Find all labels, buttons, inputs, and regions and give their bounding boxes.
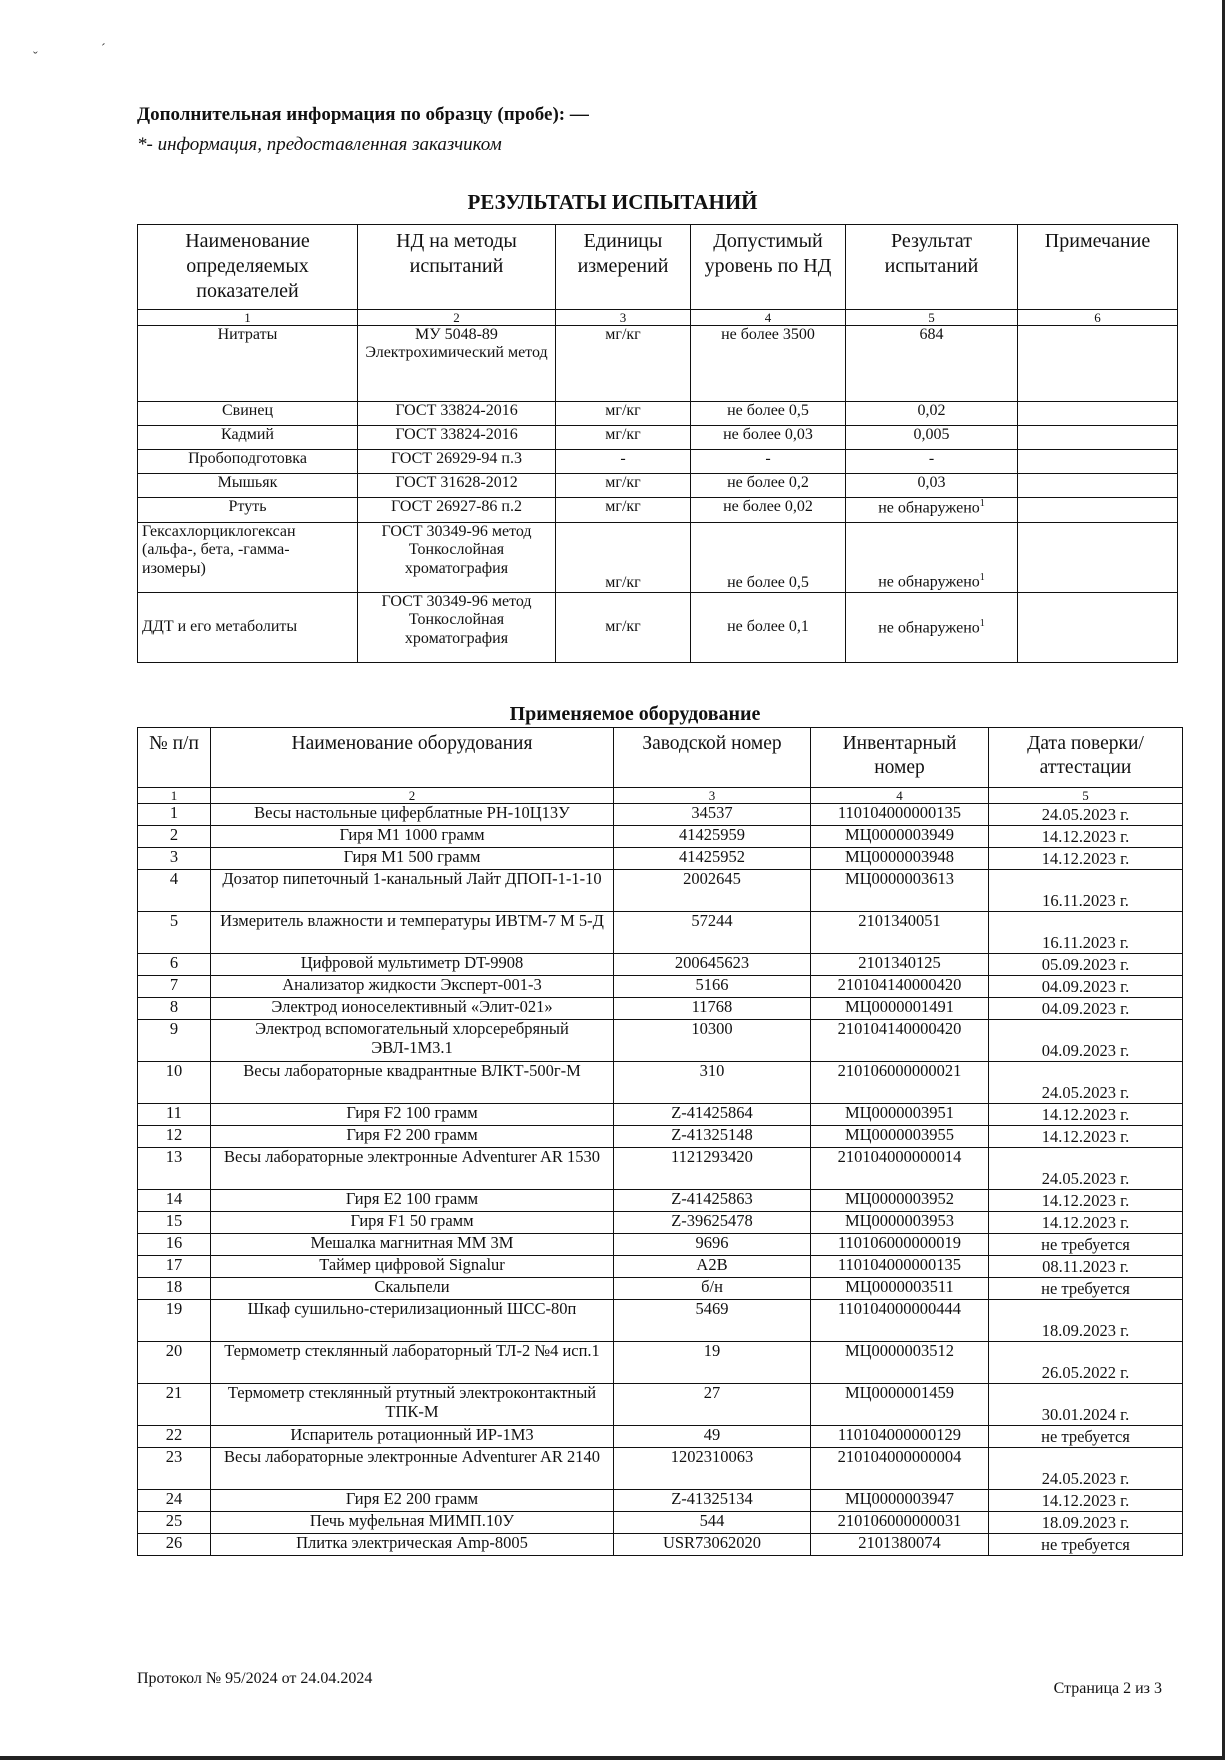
serial-number: 5166 <box>614 976 811 998</box>
serial-number: 1202310063 <box>614 1448 811 1490</box>
test-method: ГОСТ 33824-2016 <box>358 426 556 450</box>
verification-date: 30.01.2024 г. <box>989 1384 1183 1426</box>
row-number: 24 <box>138 1490 211 1512</box>
serial-number: USR73062020 <box>614 1534 811 1556</box>
equipment-col-header: Наименование оборудования <box>211 728 614 788</box>
equipment-name: Анализатор жидкости Эксперт-001-3 <box>211 976 614 998</box>
indicator-name: Кадмий <box>138 426 358 450</box>
inventory-number: МЦ0000003613 <box>811 870 989 912</box>
equipment-row <box>138 976 1183 998</box>
equipment-name: Гиря F2 200 грамм <box>211 1126 614 1148</box>
results-title: РЕЗУЛЬТАТЫ ИСПЫТАНИЙ <box>467 190 758 214</box>
equipment-row <box>138 1062 1183 1104</box>
serial-number: 41425952 <box>614 848 811 870</box>
results-number-row <box>138 310 1178 326</box>
equipment-row <box>138 912 1183 954</box>
results-col-header: Наименование определяемых показателей <box>138 225 358 310</box>
inventory-number: 110104000000129 <box>811 1426 989 1448</box>
row-number: 21 <box>138 1384 211 1426</box>
unit: - <box>556 450 691 474</box>
serial-number: 19 <box>614 1342 811 1384</box>
inventory-number: 110104000000444 <box>811 1300 989 1342</box>
indicator-name: ДДТ и его метаболиты <box>138 593 358 663</box>
equipment-row <box>138 1190 1183 1212</box>
results-header-row <box>138 225 1178 310</box>
verification-date: 08.11.2023 г. <box>989 1256 1183 1278</box>
equipment-name: Электрод ионоселективный «Элит-021» <box>211 998 614 1020</box>
verification-date: 14.12.2023 г. <box>989 1190 1183 1212</box>
test-result <box>846 498 1018 523</box>
permissible-level: не более 0,02 <box>691 498 846 523</box>
inventory-number: МЦ0000003953 <box>811 1212 989 1234</box>
equipment-row <box>138 848 1183 870</box>
equipment-row <box>138 1256 1183 1278</box>
row-number: 10 <box>138 1062 211 1104</box>
inventory-number: 110104000000135 <box>811 804 989 826</box>
footnote-mark: 1 <box>979 498 985 509</box>
equipment-name: Гиря Е2 200 грамм <box>211 1490 614 1512</box>
test-method: ГОСТ 33824-2016 <box>358 402 556 426</box>
row-number: 11 <box>138 1104 211 1126</box>
serial-number: 544 <box>614 1512 811 1534</box>
test-result-text: не обнаружено <box>878 573 980 591</box>
verification-date: 14.12.2023 г. <box>989 1104 1183 1126</box>
equipment-row <box>138 1342 1183 1384</box>
column-number: 4 <box>811 788 989 804</box>
row-number: 4 <box>138 870 211 912</box>
unit: мг/кг <box>556 326 691 402</box>
verification-date: 18.09.2023 г. <box>989 1512 1183 1534</box>
row-number: 12 <box>138 1126 211 1148</box>
serial-number: Z-41325148 <box>614 1126 811 1148</box>
equipment-header-row <box>138 728 1183 788</box>
test-result: 0,02 <box>846 402 1018 426</box>
results-row <box>138 593 1178 663</box>
serial-number: 34537 <box>614 804 811 826</box>
equipment-table-body <box>138 804 1183 1556</box>
equipment-name: Мешалка магнитная ММ 3М <box>211 1234 614 1256</box>
row-number: 1 <box>138 804 211 826</box>
inventory-number: МЦ0000003951 <box>811 1104 989 1126</box>
remark <box>1018 498 1178 523</box>
serial-number: 2002645 <box>614 870 811 912</box>
inventory-number: МЦ0000003947 <box>811 1490 989 1512</box>
serial-number: 1121293420 <box>614 1148 811 1190</box>
test-method: ГОСТ 30349-96 метод Тонкослойная хроматография <box>358 593 556 663</box>
equipment-row <box>138 998 1183 1020</box>
equipment-name: Весы настольные циферблатные РН-10Ц13У <box>211 804 614 826</box>
equipment-row <box>138 1020 1183 1062</box>
test-result: 0,03 <box>846 474 1018 498</box>
column-number: 3 <box>556 310 691 326</box>
indicator-name: Ртуть <box>138 498 358 523</box>
row-number: 15 <box>138 1212 211 1234</box>
column-number: 5 <box>989 788 1183 804</box>
inventory-number: МЦ0000003952 <box>811 1190 989 1212</box>
row-number: 26 <box>138 1534 211 1556</box>
remark <box>1018 474 1178 498</box>
row-number: 9 <box>138 1020 211 1062</box>
permissible-level: не более 0,5 <box>691 402 846 426</box>
row-number: 17 <box>138 1256 211 1278</box>
inventory-number: 2101340051 <box>811 912 989 954</box>
equipment-name: Таймер цифровой Signalur <box>211 1256 614 1278</box>
results-row <box>138 450 1178 474</box>
unit: мг/кг <box>556 474 691 498</box>
equipment-name: Гиря F1 50 грамм <box>211 1212 614 1234</box>
results-col-header: Единицы измерений <box>556 225 691 310</box>
page-number: Страница 2 из 3 <box>1053 1680 1162 1697</box>
equipment-row <box>138 826 1183 848</box>
test-method: МУ 5048-89 Электрохимический метод <box>358 326 556 402</box>
serial-number: 200645623 <box>614 954 811 976</box>
equipment-row <box>138 1148 1183 1190</box>
equipment-name: Плитка электрическая Amp-8005 <box>211 1534 614 1556</box>
equipment-row <box>138 1278 1183 1300</box>
verification-date: 14.12.2023 г. <box>989 1126 1183 1148</box>
indicator-name: Нитраты <box>138 326 358 402</box>
unit: мг/кг <box>556 402 691 426</box>
column-number: 2 <box>211 788 614 804</box>
equipment-name: Цифровой мультиметр DT-9908 <box>211 954 614 976</box>
test-result: - <box>846 450 1018 474</box>
inventory-number: 210104000000014 <box>811 1148 989 1190</box>
equipment-row <box>138 1384 1183 1426</box>
equipment-name: Весы лабораторные электронные Adventurer AR 1530 <box>211 1148 614 1190</box>
inventory-number: 110104000000135 <box>811 1256 989 1278</box>
serial-number: б/н <box>614 1278 811 1300</box>
equipment-row <box>138 1104 1183 1126</box>
equipment-name: Гиря М1 500 грамм <box>211 848 614 870</box>
verification-date: 14.12.2023 г. <box>989 826 1183 848</box>
verification-date: не требуется <box>989 1278 1183 1300</box>
row-number: 18 <box>138 1278 211 1300</box>
permissible-level: не более 0,1 <box>691 593 846 663</box>
test-result: 684 <box>846 326 1018 402</box>
equipment-col-header: Инвентарный номер <box>811 728 989 788</box>
permissible-level: не более 0,03 <box>691 426 846 450</box>
inventory-number: 2101380074 <box>811 1534 989 1556</box>
unit: мг/кг <box>556 593 691 663</box>
row-number: 23 <box>138 1448 211 1490</box>
row-number: 20 <box>138 1342 211 1384</box>
equipment-name: Испаритель ротационный ИР-1М3 <box>211 1426 614 1448</box>
equipment-name: Скальпели <box>211 1278 614 1300</box>
equipment-row <box>138 954 1183 976</box>
inventory-number: 2101340125 <box>811 954 989 976</box>
equipment-name: Гиря F2 100 грамм <box>211 1104 614 1126</box>
serial-number: 27 <box>614 1384 811 1426</box>
serial-number: 41425959 <box>614 826 811 848</box>
test-result <box>846 593 1018 663</box>
scan-speck: ˇ <box>33 50 38 65</box>
row-number: 5 <box>138 912 211 954</box>
equipment-name: Гиря Е2 100 грамм <box>211 1190 614 1212</box>
test-method: ГОСТ 26929-94 п.3 <box>358 450 556 474</box>
verification-date: 14.12.2023 г. <box>989 848 1183 870</box>
verification-date: 16.11.2023 г. <box>989 912 1183 954</box>
equipment-name: Гиря М1 1000 грамм <box>211 826 614 848</box>
serial-number: 310 <box>614 1062 811 1104</box>
verification-date: 05.09.2023 г. <box>989 954 1183 976</box>
column-number: 2 <box>358 310 556 326</box>
inventory-number: 210104000000004 <box>811 1448 989 1490</box>
verification-date: 24.05.2023 г. <box>989 804 1183 826</box>
row-number: 2 <box>138 826 211 848</box>
test-method: ГОСТ 26927-86 п.2 <box>358 498 556 523</box>
serial-number: 57244 <box>614 912 811 954</box>
equipment-table <box>137 727 1183 1556</box>
customer-note: *- информация, предоставленная заказчиком <box>137 134 502 155</box>
equipment-row <box>138 1234 1183 1256</box>
additional-info: Дополнительная информация по образцу (пробе): — <box>137 104 589 125</box>
verification-date: не требуется <box>989 1426 1183 1448</box>
results-row <box>138 326 1178 402</box>
row-number: 16 <box>138 1234 211 1256</box>
inventory-number: МЦ0000003511 <box>811 1278 989 1300</box>
equipment-row <box>138 870 1183 912</box>
column-number: 3 <box>614 788 811 804</box>
equipment-name: Термометр стеклянный лабораторный ТЛ-2 №4 исп.1 <box>211 1342 614 1384</box>
permissible-level: не более 0,5 <box>691 523 846 593</box>
inventory-number: МЦ0000003949 <box>811 826 989 848</box>
protocol-footer: Протокол № 95/2024 от 24.04.2024 <box>137 1670 373 1687</box>
column-number: 4 <box>691 310 846 326</box>
test-result-text: не обнаружено <box>878 499 980 517</box>
results-table <box>137 224 1178 663</box>
equipment-col-header: № п/п <box>138 728 211 788</box>
serial-number: 9696 <box>614 1234 811 1256</box>
results-row <box>138 498 1178 523</box>
equipment-row <box>138 1512 1183 1534</box>
verification-date: 24.05.2023 г. <box>989 1062 1183 1104</box>
verification-date: не требуется <box>989 1534 1183 1556</box>
row-number: 22 <box>138 1426 211 1448</box>
equipment-col-header: Дата поверки/ аттестации <box>989 728 1183 788</box>
results-col-header: Примечание <box>1018 225 1178 310</box>
test-result-text: не обнаружено <box>878 618 980 636</box>
equipment-name: Весы лабораторные электронные Adventurer AR 2140 <box>211 1448 614 1490</box>
remark <box>1018 450 1178 474</box>
equipment-row <box>138 1426 1183 1448</box>
results-row <box>138 523 1178 593</box>
scan-speck: ˊ <box>101 42 106 57</box>
equipment-name: Электрод вспомогательный хлорсеребряный ЭВЛ-1М3.1 <box>211 1020 614 1062</box>
inventory-number: 210104140000420 <box>811 976 989 998</box>
column-number: 1 <box>138 310 358 326</box>
equipment-name: Шкаф сушильно-стерилизационный ШСС-80п <box>211 1300 614 1342</box>
inventory-number: МЦ0000003955 <box>811 1126 989 1148</box>
remark <box>1018 326 1178 402</box>
inventory-number: 210106000000031 <box>811 1512 989 1534</box>
equipment-name: Термометр стеклянный ртутный электроконтактный ТПК-М <box>211 1384 614 1426</box>
equipment-name: Весы лабораторные квадрантные ВЛКТ-500г-М <box>211 1062 614 1104</box>
verification-date: 16.11.2023 г. <box>989 870 1183 912</box>
row-number: 19 <box>138 1300 211 1342</box>
inventory-number: МЦ0000001459 <box>811 1384 989 1426</box>
inventory-number: МЦ0000003948 <box>811 848 989 870</box>
remark <box>1018 593 1178 663</box>
serial-number: Z-41425863 <box>614 1190 811 1212</box>
inventory-number: МЦ0000001491 <box>811 998 989 1020</box>
equipment-row <box>138 1300 1183 1342</box>
equipment-name: Измеритель влажности и температуры ИВТМ-7 М 5-Д <box>211 912 614 954</box>
remark <box>1018 426 1178 450</box>
serial-number: Z-39625478 <box>614 1212 811 1234</box>
verification-date: 24.05.2023 г. <box>989 1148 1183 1190</box>
verification-date: не требуется <box>989 1234 1183 1256</box>
equipment-col-header: Заводской номер <box>614 728 811 788</box>
indicator-name: Пробоподготовка <box>138 450 358 474</box>
row-number: 6 <box>138 954 211 976</box>
remark <box>1018 402 1178 426</box>
serial-number: A2B <box>614 1256 811 1278</box>
verification-date: 14.12.2023 г. <box>989 1490 1183 1512</box>
verification-date: 26.05.2022 г. <box>989 1342 1183 1384</box>
results-row <box>138 474 1178 498</box>
column-number: 1 <box>138 788 211 804</box>
row-number: 13 <box>138 1148 211 1190</box>
test-method: ГОСТ 31628-2012 <box>358 474 556 498</box>
equipment-row <box>138 1126 1183 1148</box>
scan-bottom-edge <box>0 1756 1225 1760</box>
verification-date: 18.09.2023 г. <box>989 1300 1183 1342</box>
unit: мг/кг <box>556 498 691 523</box>
inventory-number: МЦ0000003512 <box>811 1342 989 1384</box>
equipment-number-row <box>138 788 1183 804</box>
permissible-level: не более 0,2 <box>691 474 846 498</box>
equipment-name: Дозатор пипеточный 1-канальный Лайт ДПОП-1-1-10 <box>211 870 614 912</box>
equipment-title: Применяемое оборудование <box>509 703 761 725</box>
row-number: 3 <box>138 848 211 870</box>
unit: мг/кг <box>556 426 691 450</box>
verification-date: 14.12.2023 г. <box>989 1212 1183 1234</box>
indicator-name: Свинец <box>138 402 358 426</box>
permissible-level: не более 3500 <box>691 326 846 402</box>
serial-number: 49 <box>614 1426 811 1448</box>
inventory-number: 110106000000019 <box>811 1234 989 1256</box>
serial-number: Z-41425864 <box>614 1104 811 1126</box>
footnote-mark: 1 <box>979 617 985 629</box>
verification-date: 24.05.2023 г. <box>989 1448 1183 1490</box>
inventory-number: 210104140000420 <box>811 1020 989 1062</box>
row-number: 25 <box>138 1512 211 1534</box>
column-number: 5 <box>846 310 1018 326</box>
equipment-row <box>138 1490 1183 1512</box>
serial-number: 5469 <box>614 1300 811 1342</box>
verification-date: 04.09.2023 г. <box>989 998 1183 1020</box>
results-col-header: Результат испытаний <box>846 225 1018 310</box>
equipment-row <box>138 1212 1183 1234</box>
remark <box>1018 523 1178 593</box>
equipment-row <box>138 804 1183 826</box>
inventory-number: 210106000000021 <box>811 1062 989 1104</box>
equipment-row <box>138 1448 1183 1490</box>
unit: мг/кг <box>556 523 691 593</box>
results-row <box>138 402 1178 426</box>
results-row <box>138 426 1178 450</box>
indicator-name: Мышьяк <box>138 474 358 498</box>
results-col-header: НД на методы испытаний <box>358 225 556 310</box>
test-result: 0,005 <box>846 426 1018 450</box>
verification-date: 04.09.2023 г. <box>989 976 1183 998</box>
row-number: 7 <box>138 976 211 998</box>
equipment-row <box>138 1534 1183 1556</box>
column-number: 6 <box>1018 310 1178 326</box>
indicator-name: Гексахлорциклогексан (альфа-, бета, -гамма-изомеры) <box>138 523 358 593</box>
equipment-name: Печь муфельная МИМП.10У <box>211 1512 614 1534</box>
serial-number: Z-41325134 <box>614 1490 811 1512</box>
row-number: 8 <box>138 998 211 1020</box>
verification-date: 04.09.2023 г. <box>989 1020 1183 1062</box>
row-number: 14 <box>138 1190 211 1212</box>
results-col-header: Допустимый уровень по НД <box>691 225 846 310</box>
permissible-level: - <box>691 450 846 474</box>
footnote-mark: 1 <box>979 572 985 584</box>
test-method: ГОСТ 30349-96 метод Тонкослойная хроматография <box>358 523 556 593</box>
serial-number: 10300 <box>614 1020 811 1062</box>
serial-number: 11768 <box>614 998 811 1020</box>
test-result <box>846 523 1018 593</box>
